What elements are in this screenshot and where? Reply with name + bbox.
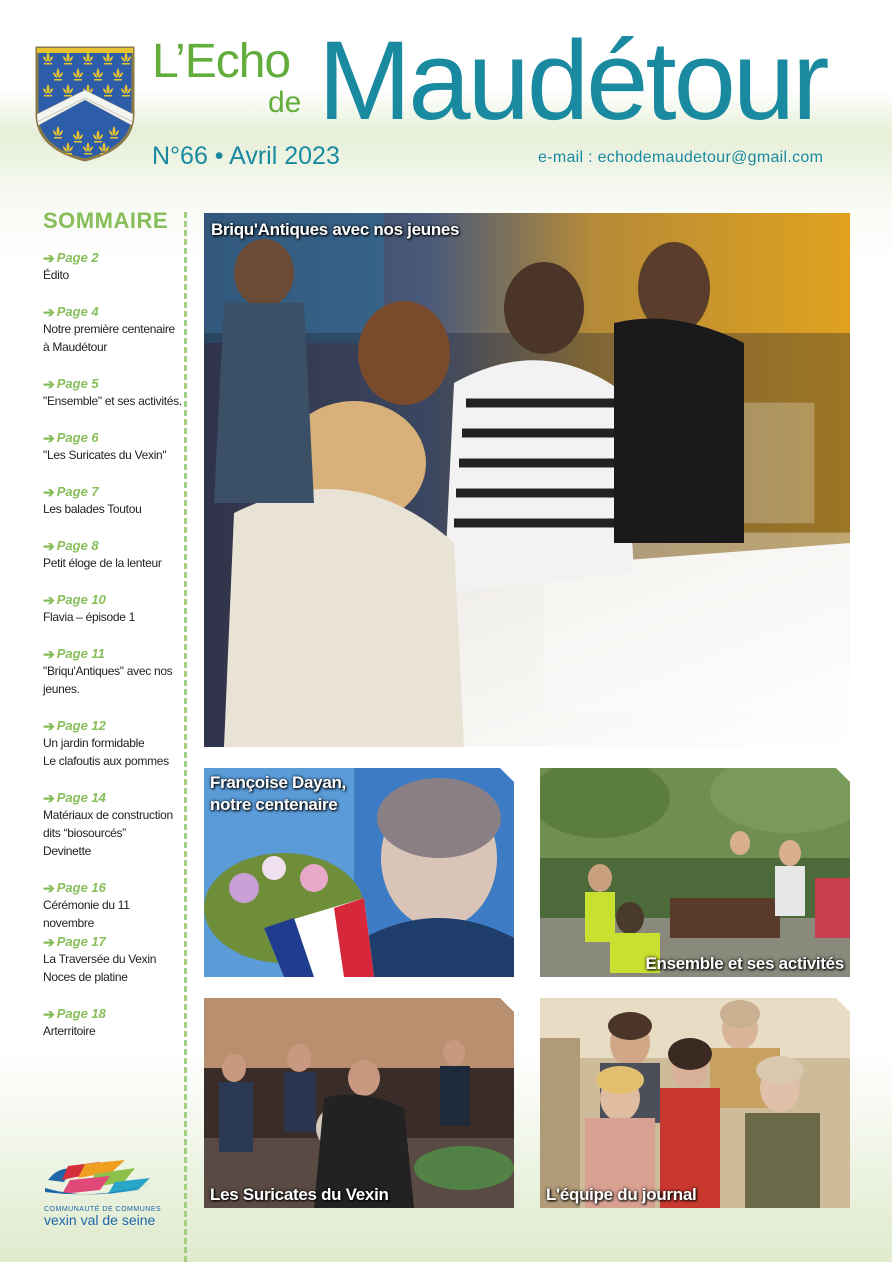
arrow-right-icon: ➔ (43, 430, 55, 446)
toc-page-number: Page 12 (56, 718, 106, 733)
toc-entry[interactable] (43, 484, 183, 518)
toc-title-line: Petit éloge de la lenteur (43, 556, 162, 570)
toc-entry[interactable] (43, 880, 183, 932)
toc-entry[interactable] (43, 790, 183, 860)
arrow-right-icon: ➔ (43, 304, 55, 320)
arrow-right-icon: ➔ (43, 484, 55, 500)
photo-corner (500, 768, 514, 782)
arrow-right-icon: ➔ (43, 718, 55, 734)
toc-entry[interactable] (43, 430, 183, 464)
toc-title-line: "Les Suricates du Vexin" (43, 448, 167, 462)
photo-suricates (204, 998, 514, 1208)
toc-entry[interactable] (43, 376, 183, 410)
title-echo: L’Echo (152, 35, 291, 88)
photo-corner (500, 998, 514, 1012)
photo-centenaire (204, 768, 514, 977)
photo-briqantiques (204, 213, 850, 747)
issue-number-date: N°66 • Avril 2023 (152, 142, 340, 170)
toc-title-line: Édito (43, 268, 69, 282)
toc-title-line: Les balades Toutou (43, 502, 142, 516)
toc-title-line: Noces de platine (43, 970, 128, 984)
toc-page-number: Page 18 (56, 1006, 106, 1021)
caption-line: notre centenaire (210, 795, 338, 814)
logo-subtitle: COMMUNAUTÉ DE COMMUNES (44, 1206, 162, 1213)
toc-page-number: Page 8 (56, 538, 99, 553)
column-divider (184, 212, 187, 1262)
arrow-right-icon: ➔ (43, 538, 55, 554)
email-address[interactable]: e-mail : echodemaudetour@gmail.com (538, 149, 824, 166)
toc-entry[interactable] (43, 1006, 183, 1040)
toc-title-line: Le clafoutis aux pommes (43, 754, 169, 768)
toc-entry[interactable] (43, 304, 183, 356)
toc-title-line: La Traversée du Vexin (43, 952, 157, 966)
title-maudetour: Maudétour (318, 18, 827, 143)
toc-title-line: jeunes. (43, 682, 80, 696)
caption-line: Françoise Dayan, (210, 773, 346, 792)
toc-title-line: Flavia – épisode 1 (43, 610, 135, 624)
toc-page-number: Page 10 (56, 592, 106, 607)
toc-page-number: Page 16 (56, 880, 106, 895)
toc-entry[interactable] (43, 250, 183, 284)
photo-caption: Ensemble et ses activités (645, 954, 844, 973)
photo-caption (210, 772, 346, 816)
photo-corner (836, 998, 850, 1012)
arrow-right-icon: ➔ (43, 790, 55, 806)
photo-caption: Les Suricates du Vexin (210, 1185, 389, 1204)
toc-entry[interactable] (43, 538, 183, 572)
toc-page-number: Page 14 (56, 790, 106, 805)
photo-equipe (540, 998, 850, 1208)
logo-name: vexin val de seine (44, 1212, 156, 1228)
arrow-right-icon: ➔ (43, 1006, 55, 1022)
toc-title-line: à Maudétour (43, 340, 108, 354)
toc-page-number: Page 17 (56, 934, 106, 949)
arrow-right-icon: ➔ (43, 646, 55, 662)
toc-title-line: Matériaux de construction (43, 808, 173, 822)
toc-page-number: Page 2 (56, 250, 99, 265)
arrow-right-icon: ➔ (43, 592, 55, 608)
arrow-right-icon: ➔ (43, 934, 55, 950)
toc-title-line: Cérémonie du 11 novembre (43, 898, 130, 930)
photo-caption: L'équipe du journal (546, 1185, 697, 1204)
toc-title-line: "Briqu'Antiques" avec nos (43, 664, 173, 678)
toc-page-number: Page 11 (56, 646, 105, 661)
toc-title-line: Arterritoire (43, 1024, 96, 1038)
toc-title-line: Notre première centenaire (43, 322, 175, 336)
arrow-right-icon: ➔ (43, 250, 55, 266)
photo-caption: Briqu'Antiques avec nos jeunes (211, 220, 460, 239)
arrow-right-icon: ➔ (43, 376, 55, 392)
sommaire-heading: SOMMAIRE (43, 208, 168, 233)
maudetour-crest-logo (34, 44, 136, 162)
toc-title-line: dits “biosourcés” (43, 826, 126, 840)
toc-entry[interactable] (43, 718, 183, 770)
toc-page-number: Page 4 (56, 304, 99, 319)
toc-entry[interactable] (43, 592, 183, 626)
toc-entry[interactable] (43, 646, 183, 698)
toc-page-number: Page 5 (56, 376, 99, 391)
toc-page-number: Page 6 (56, 430, 99, 445)
photo-ensemble (540, 768, 850, 977)
toc-title-line: "Ensemble" et ses activités. (43, 394, 182, 408)
arrow-right-icon: ➔ (43, 880, 55, 896)
toc-entry[interactable] (43, 934, 183, 986)
toc-page-number: Page 7 (56, 484, 99, 499)
photo-corner (836, 768, 850, 782)
toc-title-line: Un jardin formidable (43, 736, 145, 750)
title-de: de (268, 86, 302, 119)
toc-title-line: Devinette (43, 844, 91, 858)
